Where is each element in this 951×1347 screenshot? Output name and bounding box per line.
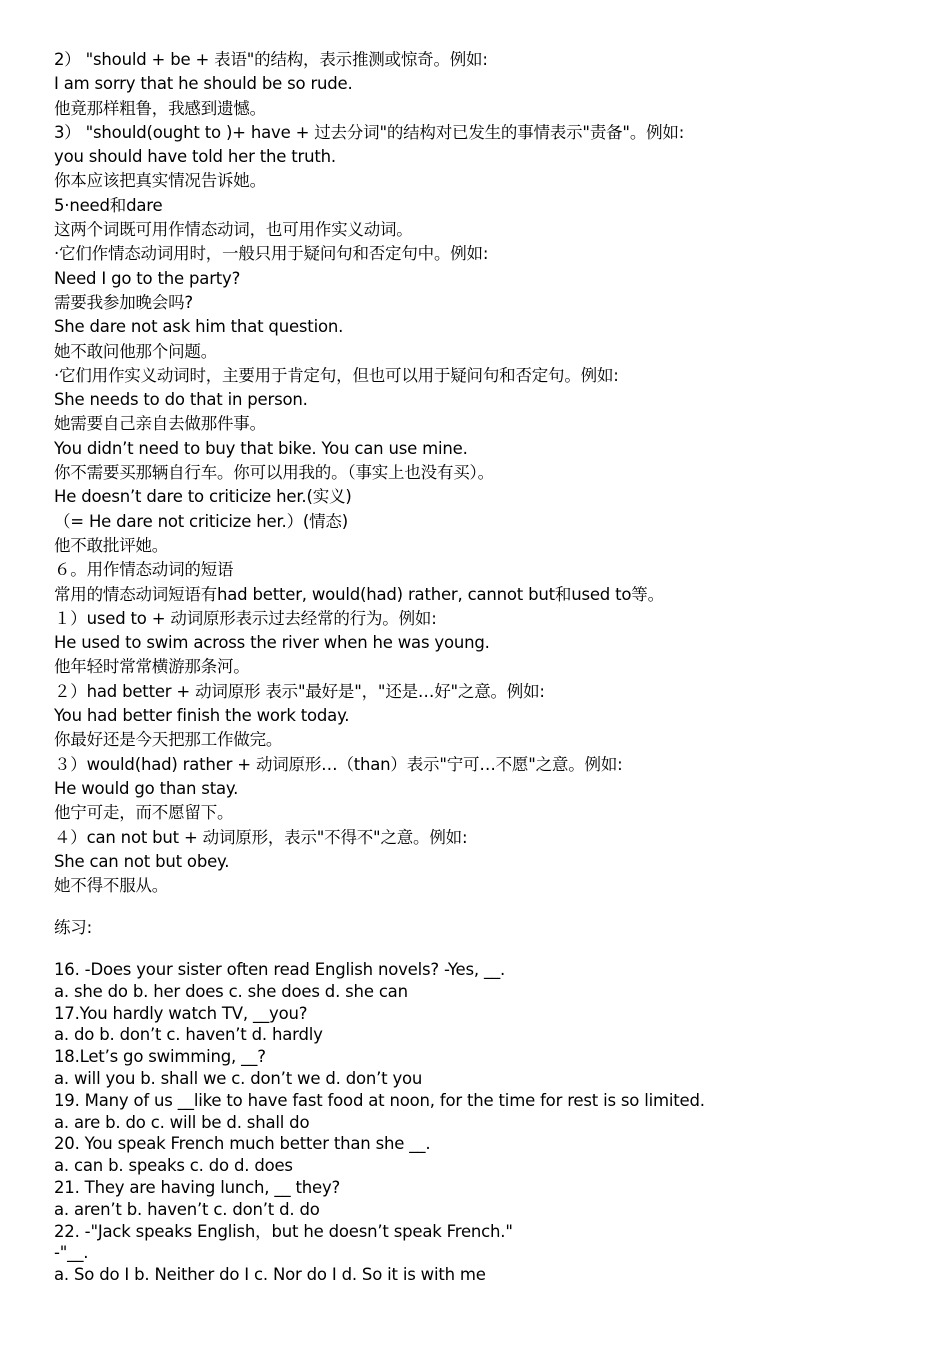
exercise-line: a. aren’t b. haven’t c. don’t d. do: [54, 1199, 320, 1219]
text-line: 这两个词既可用作情态动词，也可用作实义动词。: [54, 220, 413, 240]
text-line: 他不敢批评她。: [54, 535, 169, 555]
exercise-line: 18.Let’s go swimming, __?: [54, 1047, 266, 1067]
exercise-line: 22. -"Jack speaks English，but he doesn’t speak French.": [54, 1221, 513, 1241]
text-line: 你不需要买那辆自行车。你可以用我的。（事实上也没有买）。: [54, 463, 494, 483]
exercise-heading: 练习:: [54, 918, 92, 937]
text-line: 2） "should + be + 表语"的结构，表示推测或惊奇。例如:: [54, 50, 488, 69]
text-line: 需要我参加晚会吗?: [54, 292, 193, 312]
text-line: 5·need和dare: [54, 195, 163, 215]
text-line: （= He dare not criticize her.）(情态): [54, 511, 348, 531]
exercise-list: [54, 959, 934, 1286]
exercise-line: a. So do I b. Neither do I c. Nor do I d. So it is with me: [54, 1265, 486, 1285]
exercise-line: -"__.: [54, 1243, 89, 1263]
exercise-line: 16. -Does your sister often read English novels? -Yes, __.: [54, 960, 506, 979]
exercise-line: 17.You hardly watch TV, __you?: [54, 1003, 308, 1023]
text-line: ·它们用作实义动词时，主要用于肯定句，但也可以用于疑问句和否定句。例如:: [54, 365, 619, 385]
text-line: ４）can not but + 动词原形，表示"不得不"之意。例如:: [54, 827, 468, 847]
text-line: He would go than stay.: [54, 778, 239, 798]
text-line: He doesn’t dare to criticize her.(实义): [54, 487, 352, 507]
text-line: 她不敢问他那个问题。: [54, 341, 218, 361]
text-line: ２）had better + 动词原形 表示"最好是"，"还是…好"之意。例如:: [54, 681, 545, 701]
text-line: 你本应该把真实情况告诉她。: [54, 171, 266, 191]
text-line: I am sorry that he should be so rude.: [54, 74, 353, 94]
exercise-line: a. are b. do c. will be d. shall do: [54, 1112, 310, 1132]
exercise-line: a. she do b. her does c. she does d. she can: [54, 981, 408, 1001]
text-line: 他竟那样粗鲁，我感到遗憾。: [54, 98, 266, 118]
text-line: She dare not ask him that question.: [54, 317, 344, 337]
exercise-line: a. will you b. shall we c. don’t we d. don’t you: [54, 1068, 423, 1088]
text-line: 她不得不服从。: [54, 876, 169, 896]
text-line: You had better finish the work today.: [54, 706, 350, 726]
text-line: You didn’t need to buy that bike. You can use mine.: [54, 438, 468, 458]
text-line: She needs to do that in person.: [54, 390, 308, 410]
text-line: He used to swim across the river when he was young.: [54, 633, 490, 653]
text-line: ６。用作情态动词的短语: [54, 560, 234, 580]
exercise-line: 21. They are having lunch, __ they?: [54, 1177, 341, 1197]
text-line: 3） "should(ought to )+ have + 过去分词"的结构对已发生的事情表示"责备"。例如:: [54, 122, 685, 142]
exercise-line: 19. Many of us __like to have fast food at noon, for the time for rest is so limited.: [54, 1090, 705, 1110]
text-line: 他年轻时常常横游那条河。: [54, 657, 250, 677]
exercise-line: 20. You speak French much better than she __.: [54, 1134, 431, 1154]
exercise-line: a. can b. speaks c. do d. does: [54, 1156, 293, 1176]
text-line: She can not but obey.: [54, 851, 230, 871]
text-line: 他宁可走，而不愿留下。: [54, 803, 234, 823]
text-line: 她需要自己亲自去做那件事。: [54, 414, 266, 434]
text-line: ·它们作情态动词用时，一般只用于疑问句和否定句中。例如:: [54, 244, 489, 264]
text-line: 常用的情态动词短语有had better, would(had) rather, cannot but和used to等。: [54, 584, 664, 604]
text-line: ３）would(had) rather + 动词原形…（than）表示"宁可…不愿"之意。例如:: [54, 754, 623, 774]
exercise-line: a. do b. don’t c. haven’t d. hardly: [54, 1025, 323, 1045]
text-line: １）used to + 动词原形表示过去经常的行为。例如:: [54, 608, 437, 628]
grammar-notes: [54, 48, 934, 898]
text-line: Need I go to the party?: [54, 268, 241, 288]
text-line: you should have told her the truth.: [54, 147, 336, 167]
text-line: 你最好还是今天把那工作做完。: [54, 730, 283, 750]
